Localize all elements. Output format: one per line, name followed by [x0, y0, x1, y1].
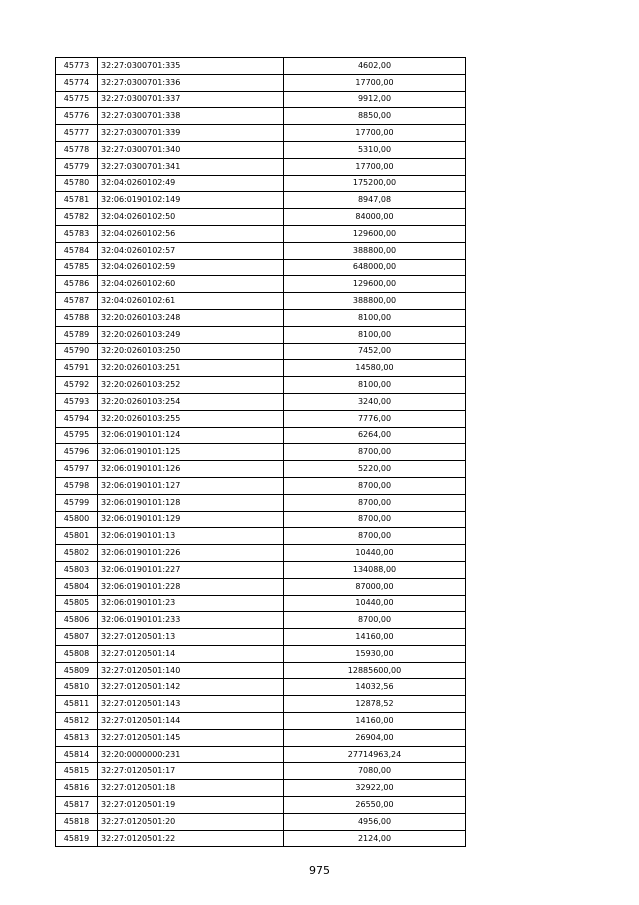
table-row: [56, 242, 466, 259]
value-cell: 8100,00: [284, 377, 466, 394]
value-cell: 3240,00: [284, 393, 466, 410]
value-cell: 15930,00: [284, 645, 466, 662]
row-number-cell: 45804: [56, 578, 98, 595]
table-row: [56, 259, 466, 276]
table-row: [56, 326, 466, 343]
table-row: [56, 511, 466, 528]
table-row: [56, 662, 466, 679]
value-cell: 17700,00: [284, 158, 466, 175]
cadastral-number-cell: 32:27:0120501:13: [98, 629, 284, 646]
value-cell: 14032,56: [284, 679, 466, 696]
row-number-cell: 45782: [56, 209, 98, 226]
row-number-cell: 45775: [56, 91, 98, 108]
row-number-cell: 45787: [56, 293, 98, 310]
row-number-cell: 45781: [56, 192, 98, 209]
value-cell: 7080,00: [284, 763, 466, 780]
cadastral-number-cell: 32:27:0120501:20: [98, 813, 284, 830]
value-cell: 129600,00: [284, 225, 466, 242]
cadastral-number-cell: 32:06:0190101:228: [98, 578, 284, 595]
value-cell: 134088,00: [284, 561, 466, 578]
cadastral-number-cell: 32:27:0120501:145: [98, 729, 284, 746]
table-row: [56, 612, 466, 629]
table-row: [56, 561, 466, 578]
row-number-cell: 45795: [56, 427, 98, 444]
row-number-cell: 45806: [56, 612, 98, 629]
table-row: [56, 528, 466, 545]
row-number-cell: 45792: [56, 377, 98, 394]
cadastral-number-cell: 32:20:0260103:248: [98, 309, 284, 326]
cadastral-number-cell: 32:06:0190101:124: [98, 427, 284, 444]
cadastral-number-cell: 32:27:0120501:17: [98, 763, 284, 780]
value-cell: 8700,00: [284, 511, 466, 528]
row-number-cell: 45797: [56, 461, 98, 478]
value-cell: 388800,00: [284, 293, 466, 310]
table-row: [56, 125, 466, 142]
row-number-cell: 45805: [56, 595, 98, 612]
value-cell: 12885600,00: [284, 662, 466, 679]
value-cell: 32922,00: [284, 780, 466, 797]
cadastral-number-cell: 32:04:0260102:61: [98, 293, 284, 310]
cadastral-number-cell: 32:06:0190101:23: [98, 595, 284, 612]
cadastral-number-cell: 32:06:0190101:126: [98, 461, 284, 478]
value-cell: 17700,00: [284, 125, 466, 142]
table-row: [56, 729, 466, 746]
row-number-cell: 45773: [56, 58, 98, 75]
value-cell: 8947,08: [284, 192, 466, 209]
table-row: [56, 225, 466, 242]
row-number-cell: 45796: [56, 444, 98, 461]
cadastral-number-cell: 32:20:0260103:249: [98, 326, 284, 343]
table-row: [56, 276, 466, 293]
row-number-cell: 45812: [56, 713, 98, 730]
value-cell: 388800,00: [284, 242, 466, 259]
row-number-cell: 45777: [56, 125, 98, 142]
row-number-cell: 45802: [56, 545, 98, 562]
row-number-cell: 45778: [56, 141, 98, 158]
table-row: [56, 175, 466, 192]
value-cell: 8700,00: [284, 528, 466, 545]
row-number-cell: 45803: [56, 561, 98, 578]
cadastral-number-cell: 32:06:0190101:233: [98, 612, 284, 629]
cadastral-number-cell: 32:27:0300701:338: [98, 108, 284, 125]
table-row: [56, 141, 466, 158]
row-number-cell: 45801: [56, 528, 98, 545]
cadastral-number-cell: 32:04:0260102:60: [98, 276, 284, 293]
value-cell: 26550,00: [284, 797, 466, 814]
value-cell: 7776,00: [284, 410, 466, 427]
row-number-cell: 45784: [56, 242, 98, 259]
cadastral-number-cell: 32:27:0300701:339: [98, 125, 284, 142]
table-row: [56, 578, 466, 595]
cadastral-number-cell: 32:06:0190101:13: [98, 528, 284, 545]
row-number-cell: 45786: [56, 276, 98, 293]
row-number-cell: 45808: [56, 645, 98, 662]
cadastral-number-cell: 32:06:0190101:129: [98, 511, 284, 528]
cadastral-number-cell: 32:27:0300701:341: [98, 158, 284, 175]
row-number-cell: 45815: [56, 763, 98, 780]
cadastral-number-cell: 32:20:0000000:231: [98, 746, 284, 763]
table-row: [56, 713, 466, 730]
cadastral-number-cell: 32:27:0120501:14: [98, 645, 284, 662]
value-cell: 14160,00: [284, 629, 466, 646]
row-number-cell: 45807: [56, 629, 98, 646]
table-row: [56, 813, 466, 830]
cadastral-number-cell: 32:27:0120501:22: [98, 830, 284, 847]
row-number-cell: 45818: [56, 813, 98, 830]
row-number-cell: 45811: [56, 696, 98, 713]
table-row: [56, 410, 466, 427]
row-number-cell: 45789: [56, 326, 98, 343]
value-cell: 8700,00: [284, 612, 466, 629]
cadastral-number-cell: 32:04:0260102:50: [98, 209, 284, 226]
value-cell: 4602,00: [284, 58, 466, 75]
value-cell: 648000,00: [284, 259, 466, 276]
cadastral-number-cell: 32:04:0260102:49: [98, 175, 284, 192]
value-cell: 10440,00: [284, 595, 466, 612]
cadastral-number-cell: 32:06:0190101:127: [98, 477, 284, 494]
table-row: [56, 696, 466, 713]
value-cell: 8100,00: [284, 309, 466, 326]
cadastral-value-table: [55, 57, 466, 847]
row-number-cell: 45814: [56, 746, 98, 763]
value-cell: 14160,00: [284, 713, 466, 730]
value-cell: 26904,00: [284, 729, 466, 746]
value-cell: 5310,00: [284, 141, 466, 158]
value-cell: 129600,00: [284, 276, 466, 293]
table-row: [56, 377, 466, 394]
table-row: [56, 108, 466, 125]
value-cell: 8100,00: [284, 326, 466, 343]
table-row: [56, 494, 466, 511]
row-number-cell: 45780: [56, 175, 98, 192]
cadastral-number-cell: 32:27:0120501:143: [98, 696, 284, 713]
table-row: [56, 780, 466, 797]
value-cell: 8850,00: [284, 108, 466, 125]
row-number-cell: 45813: [56, 729, 98, 746]
value-cell: 87000,00: [284, 578, 466, 595]
table-row: [56, 91, 466, 108]
row-number-cell: 45798: [56, 477, 98, 494]
table-row: [56, 797, 466, 814]
cadastral-number-cell: 32:27:0300701:337: [98, 91, 284, 108]
table-row: [56, 645, 466, 662]
table-row: [56, 192, 466, 209]
row-number-cell: 45819: [56, 830, 98, 847]
cadastral-number-cell: 32:20:0260103:250: [98, 343, 284, 360]
value-cell: 2124,00: [284, 830, 466, 847]
table-row: [56, 830, 466, 847]
row-number-cell: 45774: [56, 74, 98, 91]
table-row: [56, 679, 466, 696]
cadastral-number-cell: 32:06:0190102:149: [98, 192, 284, 209]
value-cell: 9912,00: [284, 91, 466, 108]
value-cell: 6264,00: [284, 427, 466, 444]
row-number-cell: 45776: [56, 108, 98, 125]
cadastral-number-cell: 32:27:0300701:335: [98, 58, 284, 75]
row-number-cell: 45788: [56, 309, 98, 326]
row-number-cell: 45800: [56, 511, 98, 528]
table-row: [56, 427, 466, 444]
cadastral-number-cell: 32:27:0300701:336: [98, 74, 284, 91]
cadastral-number-cell: 32:04:0260102:59: [98, 259, 284, 276]
cadastral-number-cell: 32:06:0190101:226: [98, 545, 284, 562]
table-row: [56, 58, 466, 75]
cadastral-number-cell: 32:27:0300701:340: [98, 141, 284, 158]
value-cell: 8700,00: [284, 444, 466, 461]
table-row: [56, 393, 466, 410]
cadastral-number-cell: 32:20:0260103:255: [98, 410, 284, 427]
row-number-cell: 45791: [56, 360, 98, 377]
value-cell: 14580,00: [284, 360, 466, 377]
table-row: [56, 158, 466, 175]
table-row: [56, 209, 466, 226]
row-number-cell: 45790: [56, 343, 98, 360]
value-cell: 4956,00: [284, 813, 466, 830]
cadastral-number-cell: 32:27:0120501:18: [98, 780, 284, 797]
table-row: [56, 343, 466, 360]
value-cell: 175200,00: [284, 175, 466, 192]
value-cell: 8700,00: [284, 494, 466, 511]
cadastral-number-cell: 32:06:0190101:125: [98, 444, 284, 461]
cadastral-number-cell: 32:20:0260103:252: [98, 377, 284, 394]
cadastral-number-cell: 32:06:0190101:128: [98, 494, 284, 511]
cadastral-number-cell: 32:27:0120501:19: [98, 797, 284, 814]
value-cell: 27714963,24: [284, 746, 466, 763]
cadastral-number-cell: 32:04:0260102:57: [98, 242, 284, 259]
table-row: [56, 629, 466, 646]
value-cell: 5220,00: [284, 461, 466, 478]
cadastral-number-cell: 32:20:0260103:254: [98, 393, 284, 410]
row-number-cell: 45785: [56, 259, 98, 276]
value-cell: 8700,00: [284, 477, 466, 494]
table-row: [56, 461, 466, 478]
table-row: [56, 444, 466, 461]
table-row: [56, 293, 466, 310]
cadastral-number-cell: 32:27:0120501:140: [98, 662, 284, 679]
cadastral-number-cell: 32:20:0260103:251: [98, 360, 284, 377]
cadastral-number-cell: 32:04:0260102:56: [98, 225, 284, 242]
value-cell: 7452,00: [284, 343, 466, 360]
row-number-cell: 45783: [56, 225, 98, 242]
row-number-cell: 45810: [56, 679, 98, 696]
value-cell: 10440,00: [284, 545, 466, 562]
table-row: [56, 309, 466, 326]
table-row: [56, 545, 466, 562]
table-row: [56, 74, 466, 91]
table-row: [56, 746, 466, 763]
row-number-cell: 45809: [56, 662, 98, 679]
row-number-cell: 45779: [56, 158, 98, 175]
table-row: [56, 360, 466, 377]
table-body: [56, 58, 466, 847]
cadastral-number-cell: 32:27:0120501:144: [98, 713, 284, 730]
value-cell: 17700,00: [284, 74, 466, 91]
value-cell: 84000,00: [284, 209, 466, 226]
cadastral-number-cell: 32:06:0190101:227: [98, 561, 284, 578]
table-row: [56, 763, 466, 780]
row-number-cell: 45799: [56, 494, 98, 511]
table-row: [56, 477, 466, 494]
row-number-cell: 45817: [56, 797, 98, 814]
page-number: 975: [309, 864, 330, 877]
row-number-cell: 45816: [56, 780, 98, 797]
row-number-cell: 45793: [56, 393, 98, 410]
value-cell: 12878,52: [284, 696, 466, 713]
row-number-cell: 45794: [56, 410, 98, 427]
table-row: [56, 595, 466, 612]
cadastral-number-cell: 32:27:0120501:142: [98, 679, 284, 696]
